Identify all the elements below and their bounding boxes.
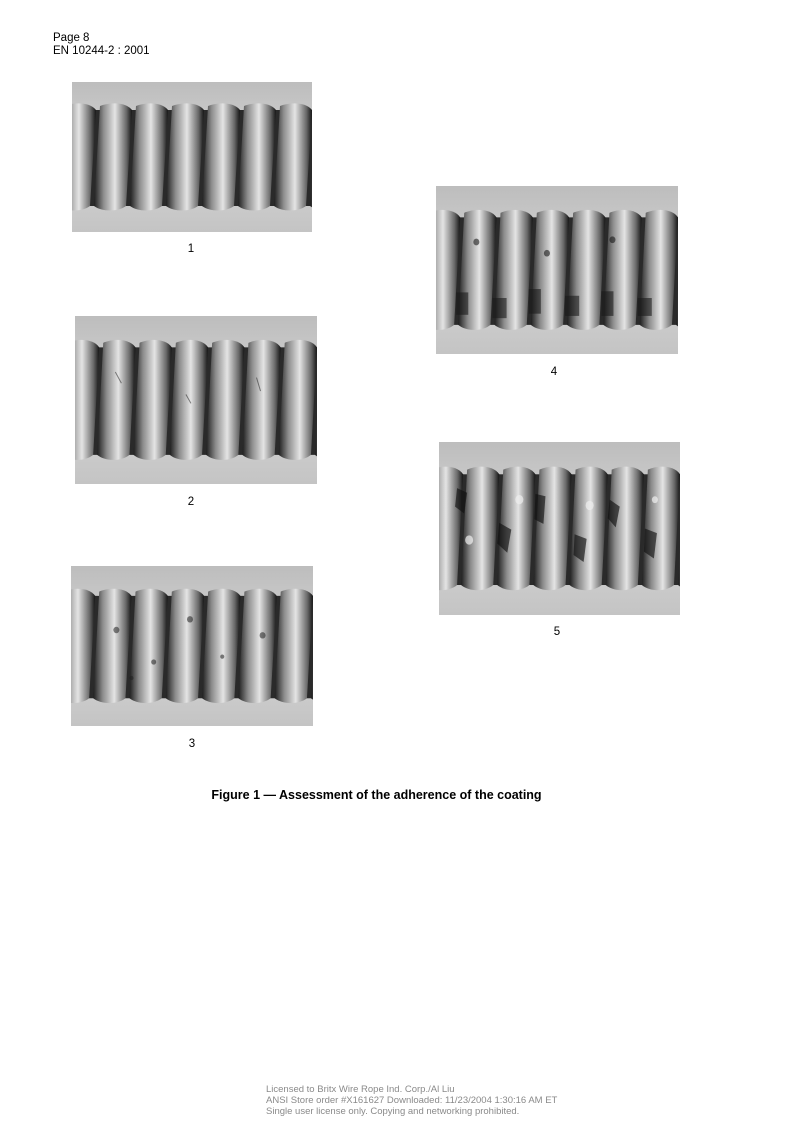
page-number: Page 8 — [53, 32, 90, 44]
figure-photo-4 — [436, 186, 678, 354]
figure-photo-5 — [439, 442, 680, 615]
coated-wire-image — [75, 316, 317, 484]
order-line: ANSI Store order #X161627 Downloaded: 11/23/2004 1:30:16 AM ET — [266, 1095, 558, 1106]
figure-photo-label-5: 5 — [553, 626, 561, 638]
coated-wire-image — [72, 82, 312, 232]
standard-id: EN 10244-2 : 2001 — [53, 45, 150, 57]
coated-wire-image — [439, 442, 680, 615]
coated-wire-image — [436, 186, 678, 354]
coated-wire-image — [71, 566, 313, 726]
page-header — [53, 32, 150, 58]
figure-photo-2 — [75, 316, 317, 484]
figure-photo-label-2: 2 — [187, 496, 195, 508]
figure-photo-label-1: 1 — [187, 243, 195, 255]
figure-photo-1 — [72, 82, 312, 232]
figure-photo-label-3: 3 — [188, 738, 196, 750]
license-footer — [266, 1084, 557, 1117]
license-line: Licensed to Britx Wire Rope Ind. Corp./Al Liu — [266, 1084, 455, 1095]
usage-line: Single user license only. Copying and networking prohibited. — [266, 1106, 520, 1117]
figure-photo-label-4: 4 — [550, 366, 558, 378]
figure-photo-3 — [71, 566, 313, 726]
figure-caption: Figure 1 — Assessment of the adherence of the coating — [211, 788, 542, 802]
